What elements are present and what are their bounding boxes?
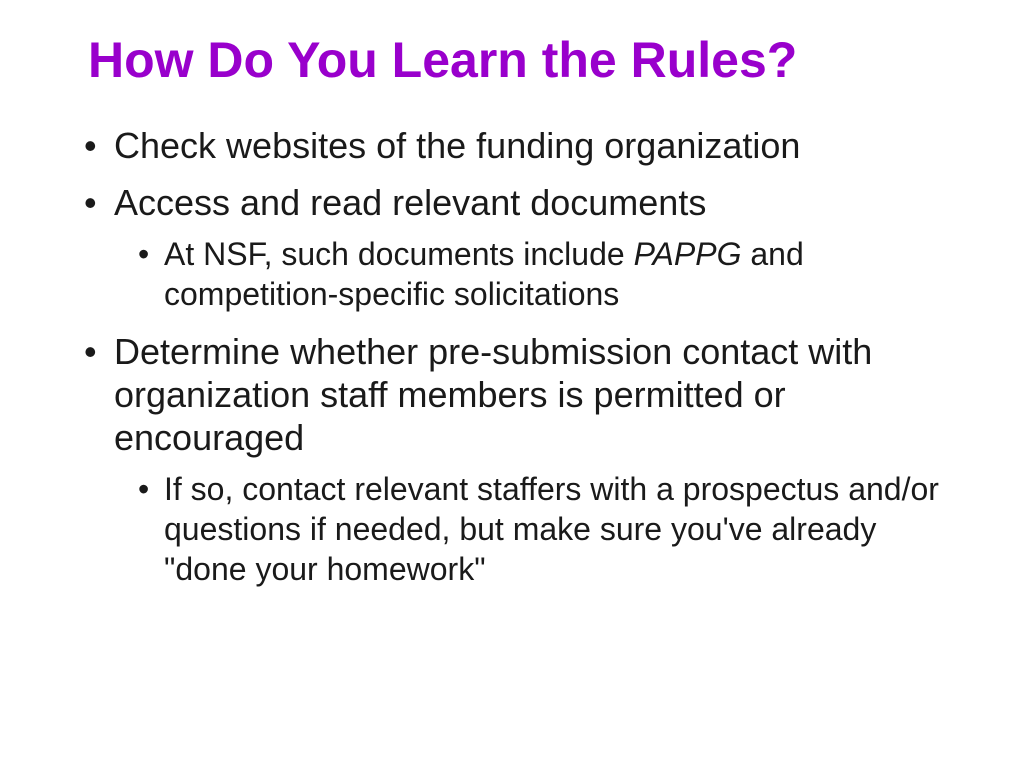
bullet-item bbox=[84, 330, 954, 459]
bullet-dot-icon: • bbox=[84, 331, 97, 372]
sub-bullet-text bbox=[164, 234, 954, 314]
bullet-dot-icon: • bbox=[84, 125, 97, 166]
bullet-list bbox=[84, 124, 954, 605]
pappg-italic: PAPPG bbox=[633, 236, 742, 272]
bullet-text: Determine whether pre-submission contact with organization staff members is permitted or encouraged bbox=[114, 331, 873, 458]
sub-bullet-dot-icon: • bbox=[138, 471, 150, 507]
sub-bullet-dot-icon: • bbox=[138, 236, 150, 272]
bullet-item bbox=[84, 124, 954, 167]
bullet-item bbox=[84, 181, 954, 224]
bullet-dot-icon: • bbox=[84, 182, 97, 223]
sub-bullet-item bbox=[84, 469, 954, 589]
bullet-text: Access and read relevant documents bbox=[114, 182, 707, 223]
sub-bullet-text-part: At NSF, such documents include bbox=[164, 236, 634, 272]
sub-bullet-text: If so, contact relevant staffers with a prospectus and/or questions if needed, but make sure you've already "done your homework" bbox=[164, 471, 939, 587]
sub-bullet-text-part: and competition-specific solicitations bbox=[164, 236, 804, 312]
slide-title: How Do You Learn the Rules? bbox=[88, 32, 798, 88]
sub-bullet-item bbox=[84, 234, 954, 314]
bullet-text: Check websites of the funding organization bbox=[114, 125, 801, 166]
